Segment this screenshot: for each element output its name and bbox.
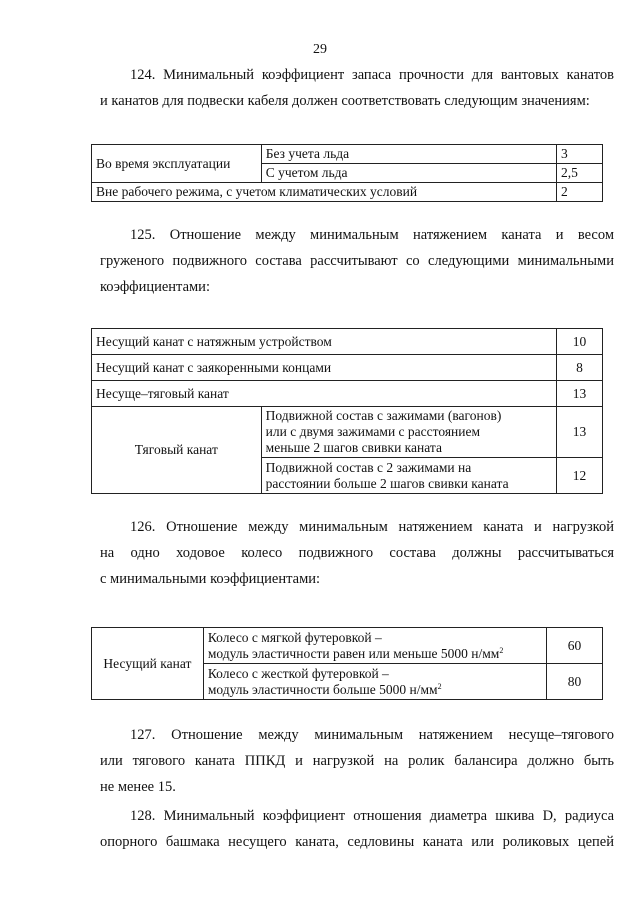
paragraph-line: коэффициентами:	[100, 279, 210, 295]
table-cell-value: 3	[557, 145, 603, 164]
table-cell-value: 13	[557, 381, 603, 407]
table-cell-value: 10	[557, 329, 603, 355]
table-cell-value: 8	[557, 355, 603, 381]
page-number: 29	[313, 42, 327, 57]
cell-line: Колесо с жесткой футеровкой –	[207, 665, 389, 681]
paragraph-line: и канатов для подвески кабеля должен соответствовать следующим значениям:	[100, 93, 590, 109]
paragraph-124	[100, 62, 614, 114]
paragraph-line: на одно ходовое колесо подвижного состава должны рассчитываться	[100, 545, 614, 561]
table-cell-label	[261, 458, 556, 494]
table-cell-value: 60	[547, 628, 603, 664]
paragraph-line: 128. Минимальный коэффициент отношения диаметра шкива D, радиуса	[130, 808, 614, 824]
tension-weight-table	[91, 328, 603, 494]
cell-line	[208, 682, 542, 698]
table-group-label: Тяговый канат	[92, 407, 262, 494]
paragraph-line: 124. Минимальный коэффициент запаса прочности для вантовых канатов	[130, 67, 614, 83]
paragraph-128	[100, 803, 614, 855]
table-cell-value: 80	[547, 664, 603, 700]
cell-line	[208, 646, 542, 662]
table-cell-label: Несущий канат с заякоренными концами	[92, 355, 557, 381]
paragraph-127	[100, 722, 614, 800]
paragraph-line: с минимальными коэффициентами:	[100, 571, 321, 587]
table-cell-value: 13	[557, 407, 603, 458]
table-cell-value: 2,5	[557, 164, 603, 183]
cell-line-text: модуль эластичности больше 5000 н/мм	[207, 681, 438, 697]
superscript: 2	[499, 645, 504, 655]
cell-line: расстоянии больше 2 шагов свивки каната	[265, 475, 509, 491]
table-cell-value: 2	[557, 183, 603, 202]
table-cell-value: 12	[557, 458, 603, 494]
table-group-label: Во время эксплуатации	[92, 145, 262, 183]
paragraph-line: 125. Отношение между минимальным натяжением каната и весом	[130, 227, 614, 243]
table-cell-label: Несущий канат с натяжным устройством	[92, 329, 557, 355]
cell-line-text: модуль эластичности равен или меньше 5000 н/мм	[207, 645, 500, 661]
superscript: 2	[437, 681, 442, 691]
paragraph-line: опорного башмака несущего каната, седловины каната или роликовых цепей	[100, 834, 614, 850]
table-cell-label	[203, 664, 546, 700]
table-cell-label: Несуще–тяговый канат	[92, 381, 557, 407]
table-cell-label	[261, 407, 556, 458]
paragraph-line: или тягового каната ППКД и нагрузкой на ролик балансира должно быть	[100, 753, 614, 769]
paragraph-line: 127. Отношение между минимальным натяжением несуще–тягового	[130, 727, 614, 743]
table-cell-label: Вне рабочего режима, с учетом климатических условий	[92, 183, 557, 202]
cell-line: Подвижной состав с 2 зажимами на	[265, 459, 472, 475]
cell-line: Колесо с мягкой футеровкой –	[207, 629, 382, 645]
table-cell-label: С учетом льда	[261, 164, 556, 183]
cell-line: Подвижной состав с зажимами (вагонов)	[265, 408, 502, 423]
cell-line: меньше 2 шагов свивки каната	[265, 440, 442, 455]
cell-line: или с двумя зажимами с расстоянием	[265, 424, 481, 439]
safety-factor-table	[91, 144, 603, 202]
paragraph-125	[100, 222, 614, 300]
wheel-load-table	[91, 627, 603, 700]
paragraph-line: 126. Отношение между минимальным натяжением каната и нагрузкой	[130, 519, 614, 535]
table-group-label: Несущий канат	[92, 628, 204, 700]
table-cell-label: Без учета льда	[261, 145, 556, 164]
paragraph-line: груженого подвижного состава рассчитывают со следующими минимальными	[100, 253, 614, 269]
table-cell-label	[203, 628, 546, 664]
paragraph-126	[100, 514, 614, 592]
paragraph-line: не менее 15.	[100, 779, 176, 795]
